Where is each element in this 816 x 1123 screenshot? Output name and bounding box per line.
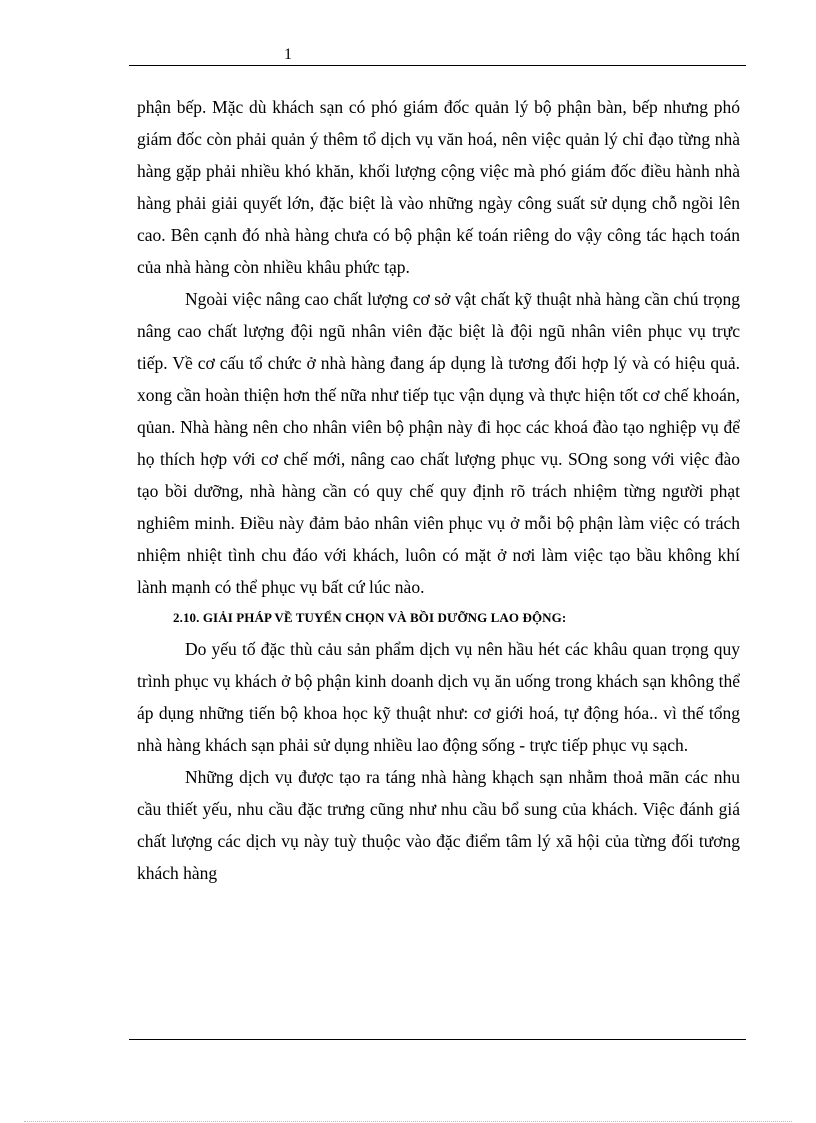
header-mark: 1: [284, 46, 292, 63]
page-bottom-border: [24, 1121, 792, 1122]
document-body: [137, 91, 740, 889]
header-rule: [129, 65, 746, 66]
paragraph-3: Do yếu tố đặc thù cảu sản phẩm dịch vụ nên hầu hét các khâu quan trọng quy trình phục vụ khách ở bộ phận kinh doanh dịch vụ ăn uống trong khách sạn không thể áp dụng những tiến bộ khoa học kỹ thuật như: cơ giới hoá, tự động hóa.. vì thế tổng nhà hàng khách sạn phải sử dụng nhiều lao động sống - trực tiếp phục vụ sạch.: [137, 639, 740, 755]
footer-rule: [129, 1039, 746, 1040]
paragraph-2: Ngoài việc nâng cao chất lượng cơ sở vật chất kỹ thuật nhà hàng cần chú trọng nâng cao chất lượng đội ngũ nhân viên đặc biệt là đội ngũ nhân viên phục vụ trực tiếp. Về cơ cấu tổ chức ở nhà hàng đang áp dụng là tương đối hợp lý và có hiệu quả. xong cần hoàn thiện hơn thế nữa như tiếp tục vận dụng và thực hiện tốt cơ chế khoán, qủan. Nhà hàng nên cho nhân viên bộ phận này đi học các khoá đào tạo nghiệp vụ để họ thích hợp với cơ chế mới, nâng cao chất lượng phục vụ. SOng song với việc đào tạo bồi dưỡng, nhà hàng cần có quy chế quy định rõ trách nhiệm từng người phạt nghiêm minh. Điều này đảm bảo nhân viên phục vụ ở mỗi bộ phận làm việc có trách nhiệm nhiệt tình chu đáo với khách, luôn có mặt ở nơi làm việc tạo bầu không khí lành mạnh có thể phục vụ bất cứ lúc nào.: [137, 289, 740, 597]
paragraph-1: phận bếp. Mặc dù khách sạn có phó giám đốc quản lý bộ phận bàn, bếp nhưng phó giám đốc còn phải quản ý thêm tổ dịch vụ văn hoá, nên việc quản lý chỉ đạo từng nhà hàng gặp phải nhiều khó khăn, khối lượng cộng việc mà phó giám đốc điều hành nhà hàng phải giải quyết lớn, đặc biệt là vào những ngày công suất sử dụng chỗ ngồi lên cao. Bên cạnh đó nhà hàng chưa có bộ phận kế toán riêng do vậy công tác hạch toán của nhà hàng còn nhiều khâu phức tạp.: [137, 97, 740, 277]
paragraph-4: Những dịch vụ được tạo ra táng nhà hàng khạch sạn nhằm thoả mãn các nhu cầu thiết yếu, nhu cầu đặc trưng cũng như nhu cầu bổ sung của khách. Việc đánh giá chất lượng các dịch vụ này tuỳ thuộc vào đặc điểm tâm lý xã hội của từng đối tương khách hàng: [137, 767, 740, 883]
section-heading: 2.10. GIẢI PHÁP VỀ TUYỂN CHỌN VÀ BỒI DƯỠNG LAO ĐỘNG:: [173, 610, 567, 625]
